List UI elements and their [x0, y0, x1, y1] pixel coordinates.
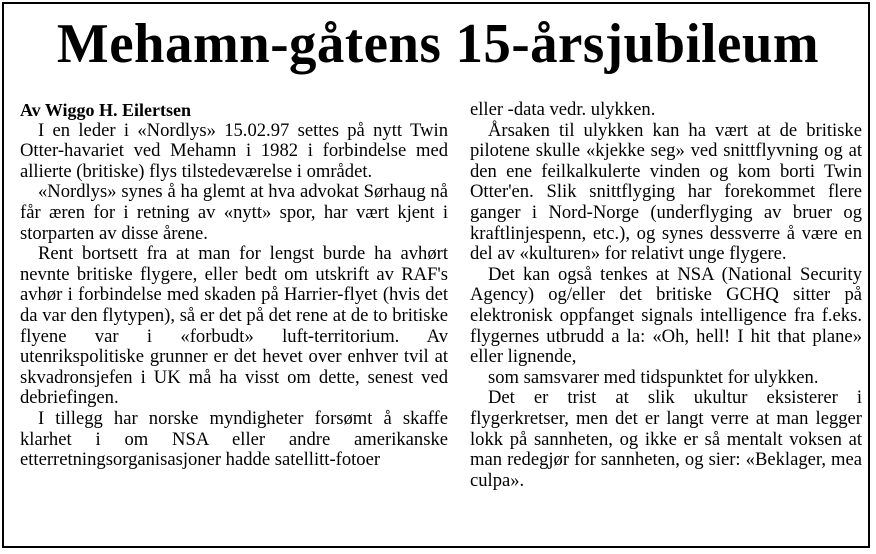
- article-column-left: [20, 100, 448, 471]
- article-paragraph: eller -data vedr. ulykken.: [470, 99, 656, 120]
- article-paragraph: som samsvarer med tidspunktet for ulykken.: [488, 366, 819, 388]
- article-paragraph: «Nordlys» synes å ha glemt at hva advokat Sørhaug nå får æren for i retning av «nytt» spor, har vært kjent i storparten av disse årene.: [20, 181, 448, 244]
- article-paragraph: I en leder i «Nordlys» 15.02.97 settes på nytt Twin Otter-havariet ved Mehamn i 1982 i forbindelse med allierte (britiske) flys tilstedeværelse i området.: [20, 119, 448, 182]
- article-column-right: [470, 100, 862, 491]
- article-byline: Av Wiggo H. Eilertsen: [20, 100, 191, 120]
- article-paragraph: Det er trist at slik ukultur eksisterer i flygerkretser, men det er langt verre at man legger lokk på sannheten, og ikke er så mentalt voksen at man redegjør for sannheten, og sier: «Beklager, mea culpa».: [470, 387, 862, 491]
- article-paragraph: Årsaken til ulykken kan ha vært at de britiske pilotene skulle «kjekke seg» ved snittflyvning og at den ene feilkalkulerte vinden og kom borti Twin Otter'en. Slik snittflyging har forekommet flere ganger i Nord-Norge (underflyging av bruer og kraftlinjespenn, etc.), og synes dessverre å være en del av «kulturen» for relativt unge flygere.: [470, 119, 862, 265]
- article-paragraph: Det kan også tenkes at NSA (National Security Agency) og/eller det britiske GCHQ sitter på elektronisk oppfanget signals intelligence fra f.eks. flygernes utbrudd a la: «Oh, hell! I hit that plane» eller lignende,: [470, 263, 862, 368]
- article-paragraph: Rent bortsett fra at man for lengst burde ha avhørt nevnte britiske flygere, eller bedt om utskrift av RAF's avhør i forbindelse med skaden på Harrier-flyet (hvis det da var den flytypen), så er det på det rene at de to britiske flyene var i «forbudt» luft-territorium. Av utenrikspolitiske grunner er det hevet over enhver tvil at skvadronsjefen i UK må ha visst om dette, senest ved debriefingen.: [20, 243, 448, 409]
- article-paragraph: I tillegg har norske myndigheter forsømt å skaffe klarhet i om NSA eller andre amerikanske etterretningsorganisasjoner hadde satellitt-fotoer: [20, 407, 448, 471]
- article-headline: Mehamn-gåtens 15-årsjubileum: [56, 13, 820, 75]
